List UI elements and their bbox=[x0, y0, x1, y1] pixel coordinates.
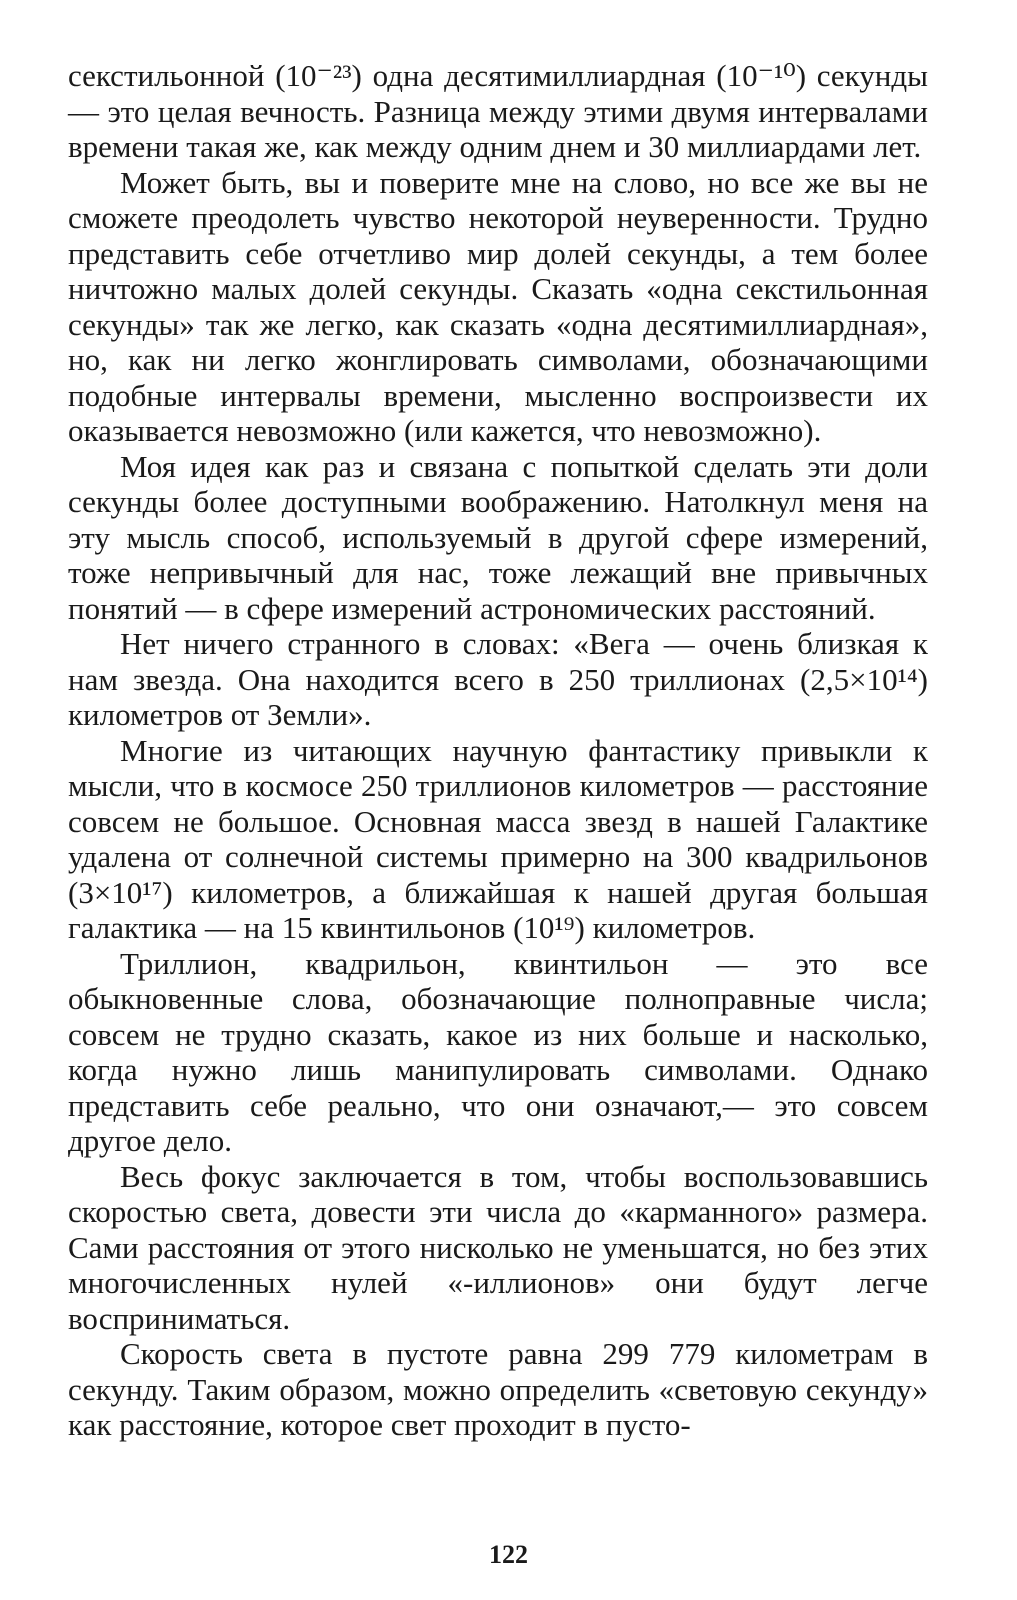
paragraph-3: Моя идея как раз и связана с попыткой сделать эти доли секунды более доступными воображению. Натолкнул меня на эту мысль способ, используемый в другой сфере измерений, тоже непривычный для нас, тоже лежащий вне привычных понятий — в сфере измерений астрономических расстояний. bbox=[68, 448, 928, 626]
paragraph-5: Многие из читающих научную фантастику привыкли к мысли, что в космосе 250 триллионов километров — расстояние совсем не большое. Основная масса звезд в нашей Галактике удалена от солнечной системы примерно на 300 квадрильонов (3×10¹⁷) километров, а ближайшая к нашей другая большая галактика — на 15 квинтильонов (10¹⁹) километров. bbox=[68, 732, 928, 945]
paragraph-4: Нет ничего странного в словах: «Вега — очень близкая к нам звезда. Она находится всего в 250 триллионах (2,5×10¹⁴) километров от Земли». bbox=[68, 626, 928, 732]
page-body bbox=[68, 58, 928, 1443]
paragraph-2: Может быть, вы и поверите мне на слово, но все же вы не сможете преодолеть чувство некоторой неуверенности. Трудно представить себе отчетливо мир долей секунды, а тем более ничтожно малых долей секунды. Сказать «одна секстильонная секунды» так же легко, как сказать «одна десятимиллиардная», но, как ни легко жонглировать символами, обозначающими подобные интервалы времени, мысленно воспроизвести их оказывается невозможно (или кажется, что невозможно). bbox=[68, 164, 928, 448]
paragraph-8: Скорость света в пустоте равна 299 779 километрам в секунду. Таким образом, можно определить «световую секунду» как расстояние, которое свет проходит в пусто- bbox=[68, 1336, 928, 1442]
page-number: 122 bbox=[489, 1540, 528, 1569]
paragraph-6: Триллион, квадрильон, квинтильон — это все обыкновенные слова, обозначающие полноправные числа; совсем не трудно сказать, какое из них больше и насколько, когда нужно лишь манипулировать символами. Однако представить себе реально, что они означают,— это совсем другое дело. bbox=[68, 945, 928, 1158]
paragraph-7: Весь фокус заключается в том, чтобы воспользовавшись скоростью света, довести эти числа до «карманного» размера. Сами расстояния от этого нисколько не уменьшатся, но без этих многочисленных нулей «-иллионов» они будут легче восприниматься. bbox=[68, 1158, 928, 1336]
paragraph-1: секстильонной (10⁻²³) одна десятимиллиардная (10⁻¹⁰) секунды — это целая вечность. Разница между этими двумя интервалами времени такая же, как между одним днем и 30 миллиардами лет. bbox=[68, 58, 928, 164]
